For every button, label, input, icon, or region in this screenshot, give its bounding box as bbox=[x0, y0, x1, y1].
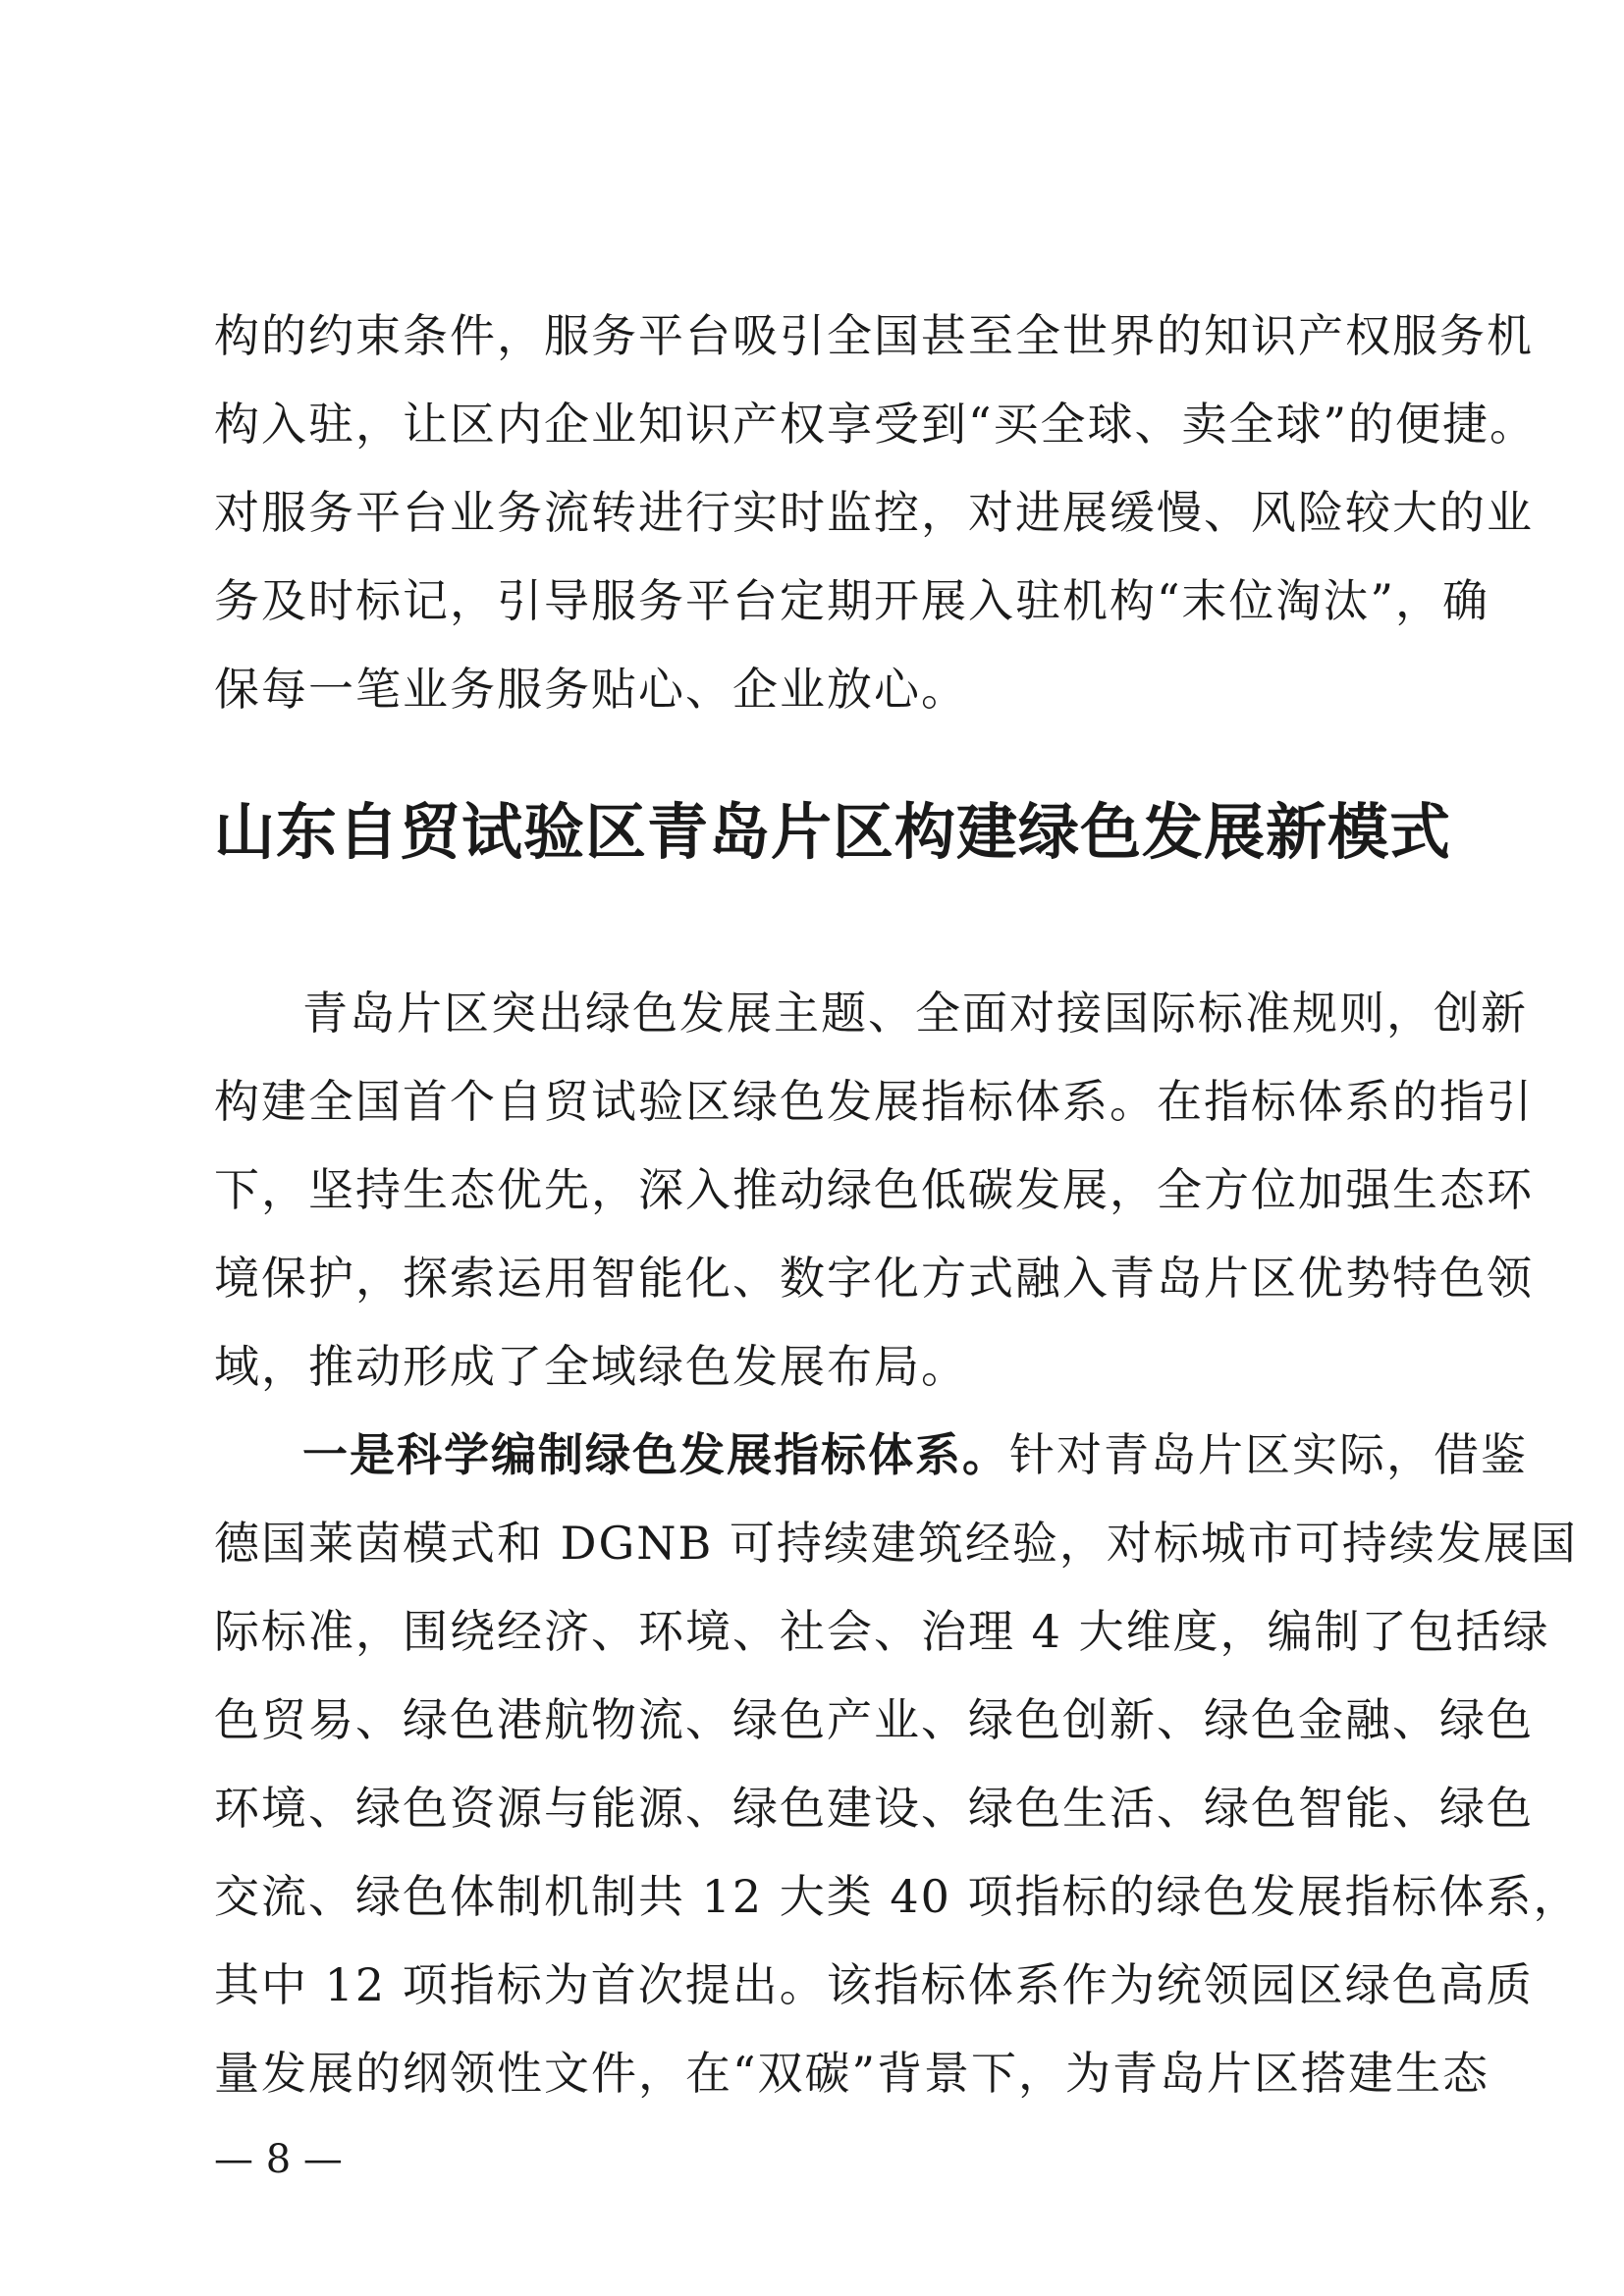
paragraph3-line-6: 交流、绿色体制机制共 12 大类 40 项指标的绿色发展指标体系， bbox=[214, 1870, 1581, 1923]
paragraph3-first-rest: 针对青岛片区实际，借鉴 bbox=[1009, 1428, 1528, 1481]
paragraph3-line-4: 色贸易、绿色港航物流、绿色产业、绿色创新、绿色金融、绿色 bbox=[214, 1693, 1534, 1746]
paragraph3-line-2: 德国莱茵模式和 DGNB 可持续建筑经验，对标城市可持续发展国 bbox=[214, 1517, 1578, 1570]
paragraph3-line-5: 环境、绿色资源与能源、绿色建设、绿色生活、绿色智能、绿色 bbox=[214, 1782, 1534, 1835]
paragraph3-line-3: 际标准，围绕经济、环境、社会、治理 4 大维度，编制了包括绿 bbox=[214, 1605, 1550, 1658]
paragraph2-line-5: 域，推动形成了全域绿色发展布局。 bbox=[214, 1340, 968, 1393]
paragraph2-line-3: 下，坚持生态优先，深入推动绿色低碳发展，全方位加强生态环 bbox=[214, 1163, 1534, 1216]
paragraph3-line-8: 量发展的纲领性文件，在“双碳”背景下，为青岛片区搭建生态 bbox=[214, 2047, 1490, 2100]
paragraph2-line-1: 青岛片区突出绿色发展主题、全面对接国际标准规则，创新 bbox=[302, 987, 1528, 1040]
paragraph3-line-1 bbox=[302, 1425, 1528, 1484]
paragraph1-line-1: 构的约束条件，服务平台吸引全国甚至全世界的知识产权服务机 bbox=[214, 309, 1534, 362]
paragraph1-line-5: 保每一笔业务服务贴心、企业放心。 bbox=[214, 663, 968, 716]
paragraph2-line-2: 构建全国首个自贸试验区绿色发展指标体系。在指标体系的指引 bbox=[214, 1075, 1534, 1128]
paragraph3-line-7: 其中 12 项指标为首次提出。该指标体系作为统领园区绿色高质 bbox=[214, 1958, 1534, 2011]
paragraph1-line-3: 对服务平台业务流转进行实时监控，对进展缓慢、风险较大的业 bbox=[214, 486, 1534, 539]
page-number: — 8 — bbox=[214, 2137, 343, 2182]
paragraph1-line-2: 构入驻，让区内企业知识产权享受到“买全球、卖全球”的便捷。 bbox=[214, 398, 1538, 451]
section-heading: 山东自贸试验区青岛片区构建绿色发展新模式 bbox=[214, 796, 1452, 868]
paragraph3-lead: 一是科学编制绿色发展指标体系。 bbox=[302, 1428, 1009, 1481]
paragraph1-line-4: 务及时标记，引导服务平台定期开展入驻机构“末位淘汰”，确 bbox=[214, 574, 1490, 627]
paragraph2-line-4: 境保护，探索运用智能化、数字化方式融入青岛片区优势特色领 bbox=[214, 1252, 1534, 1305]
